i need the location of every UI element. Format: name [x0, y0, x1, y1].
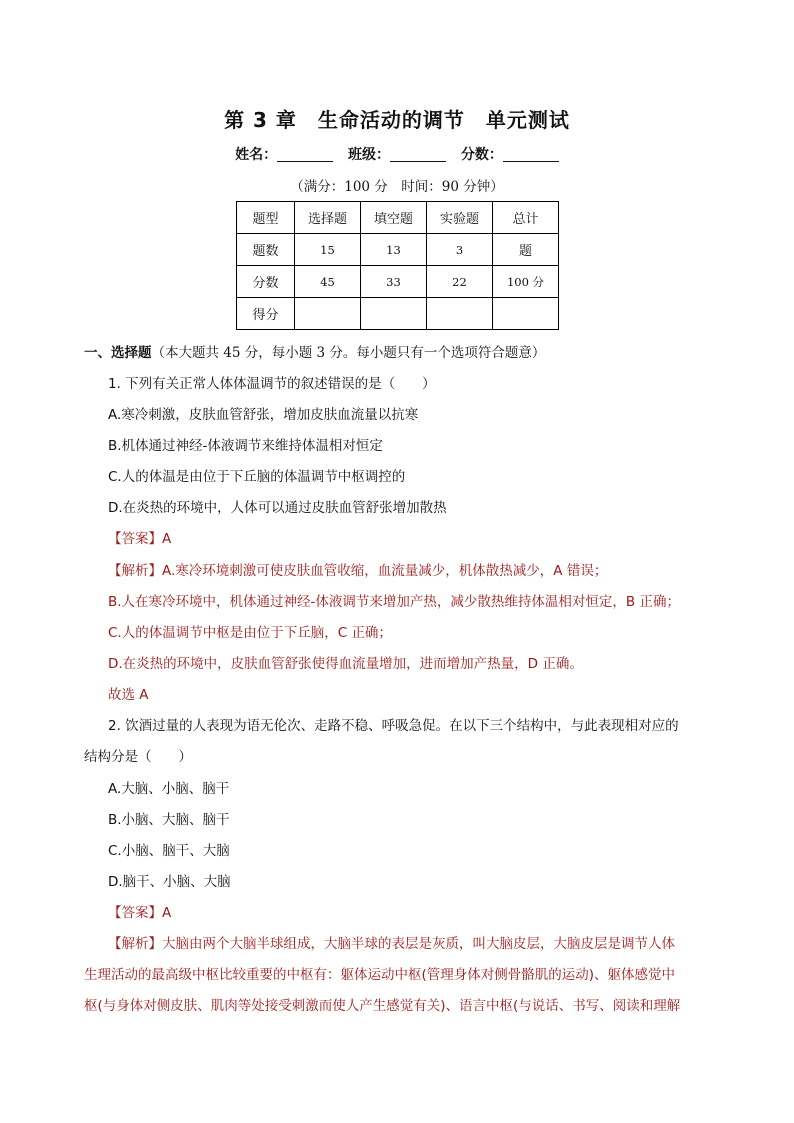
answer-label: 【答案】A [108, 905, 172, 921]
question-stem: 2. 饮酒过量的人表现为语无伦次、走路不稳、呼吸急促。在以下三个结构中，与此表现相对应的 [108, 718, 679, 734]
table-cell: 45 [295, 266, 361, 298]
table-cell-empty[interactable] [295, 298, 361, 330]
table-cell: 分数 [237, 266, 295, 298]
table-row [237, 234, 559, 266]
table-cell: 选择题 [295, 202, 361, 234]
analysis-line: 生理活动的最高级中枢比较重要的中枢有：躯体运动中枢(管理身体对侧骨骼肌的运动)、躯体感觉中 [84, 967, 676, 983]
class-label: 班级： [348, 147, 390, 163]
table-row [237, 266, 559, 298]
table-cell: 题型 [237, 202, 295, 234]
table-cell: 题 [493, 234, 559, 266]
analysis-line: 枢(与身体对侧皮肤、肌肉等处接受刺激而使人产生感觉有关)、语言中枢(与说话、书写、阅读和理解 [84, 998, 681, 1014]
analysis-line: 【解析】A.寒冷环境刺激可使皮肤血管收缩，血流量减少，机体散热减少，A 错误； [108, 563, 608, 579]
table-cell-empty[interactable] [427, 298, 493, 330]
option-d: D.脑干、小脑、大脑 [108, 874, 231, 890]
conclusion: 故选 A [108, 687, 149, 703]
option-a: A.寒冷刺激，皮肤血管舒张，增加皮肤血流量以抗寒 [108, 407, 419, 423]
question-stem-continued: 结构分是（ ） [84, 749, 192, 765]
name-blank[interactable] [277, 147, 333, 162]
student-info [0, 144, 794, 164]
table-cell: 33 [361, 266, 427, 298]
score-table [236, 201, 559, 330]
table-row [237, 298, 559, 330]
table-cell-empty[interactable] [493, 298, 559, 330]
option-b: B.机体通过神经-体液调节来维持体温相对恒定 [108, 438, 383, 454]
score-label: 分数： [460, 147, 503, 163]
option-c: C.人的体温是由位于下丘脑的体温调节中枢调控的 [108, 469, 406, 485]
table-cell-empty[interactable] [361, 298, 427, 330]
table-cell: 总计 [493, 202, 559, 234]
page-title: 第 3 章 生命活动的调节 单元测试 [224, 108, 570, 132]
option-a: A.大脑、小脑、脑干 [108, 781, 230, 797]
option-c: C.小脑、脑干、大脑 [108, 843, 230, 859]
exam-meta: （满分：100 分 时间：90 分钟） [290, 179, 504, 195]
table-cell: 22 [427, 266, 493, 298]
analysis-line: 【解析】大脑由两个大脑半球组成，大脑半球的表层是灰质，叫大脑皮层，大脑皮层是调节人体 [108, 936, 675, 952]
table-cell: 15 [295, 234, 361, 266]
analysis-line: D.在炎热的环境中，皮肤血管舒张使得血流量增加，进而增加产热量，D 正确。 [108, 656, 583, 672]
table-cell: 填空题 [361, 202, 427, 234]
table-cell: 13 [361, 234, 427, 266]
table-cell: 题数 [237, 234, 295, 266]
question-stem: 1. 下列有关正常人体体温调节的叙述错误的是（ ） [108, 376, 436, 392]
option-d: D.在炎热的环境中，人体可以通过皮肤血管舒张增加散热 [108, 500, 447, 516]
class-blank[interactable] [390, 147, 446, 162]
table-cell: 100 分 [493, 266, 559, 298]
analysis-line: C.人的体温调节中枢是由位于下丘脑，C 正确； [108, 625, 392, 641]
table-header-row [237, 202, 559, 234]
name-label: 姓名： [235, 147, 278, 163]
option-b: B.小脑、大脑、脑干 [108, 812, 230, 828]
section-note: （本大题共 45 分，每小题 3 分。每小题只有一个选项符合题意） [151, 345, 546, 361]
section-heading [84, 341, 545, 361]
table-cell: 得分 [237, 298, 295, 330]
score-blank[interactable] [503, 147, 559, 162]
analysis-line: B.人在寒冷环境中，机体通过神经-体液调节来增加产热，减少散热维持体温相对恒定，B 正确； [108, 594, 680, 610]
section-title: 一、选择题 [84, 345, 152, 361]
table-cell: 3 [427, 234, 493, 266]
answer-label: 【答案】A [108, 531, 172, 547]
table-cell: 实验题 [427, 202, 493, 234]
